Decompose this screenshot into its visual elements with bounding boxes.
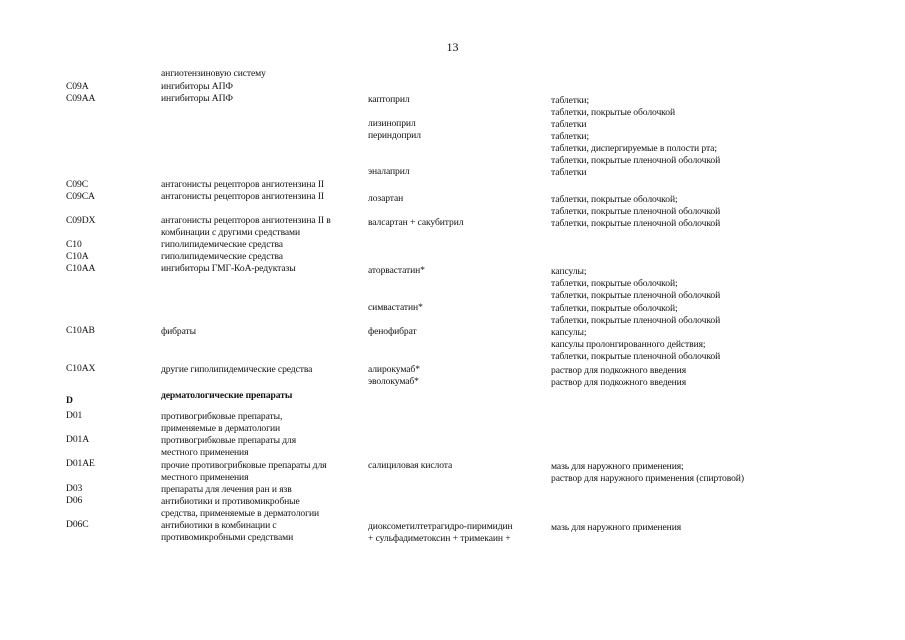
atc-code: D03 [66, 483, 83, 494]
group-text: антибиотики и противомикробные [161, 496, 300, 507]
dosage-form: таблетки, покрытые оболочкой [551, 107, 675, 118]
atc-code: D06C [66, 519, 89, 530]
drug-name: аторвастатин* [368, 265, 425, 276]
dosage-form: таблетки, покрытые оболочкой; [551, 194, 678, 205]
group-text: противомикробными средствами [161, 532, 294, 543]
drug-name: диоксометилтетрагидро-пиримидин [368, 521, 513, 532]
atc-code: C10A [66, 251, 89, 262]
dosage-form: таблетки, диспергируемые в полости рта; [551, 143, 717, 154]
group-text: ангиотензиновую систему [161, 68, 266, 79]
dosage-form: таблетки, покрытые пленочной оболочкой [551, 315, 721, 326]
drug-name: + сульфадиметоксин + тримекаин + [368, 533, 511, 544]
group-text: антибиотики в комбинации с [161, 520, 277, 531]
group-text: дерматологические препараты [161, 390, 293, 401]
atc-code: D01 [66, 410, 83, 421]
group-text: прочие противогрибковые препараты для [161, 460, 327, 471]
group-text: средства, применяемые в дерматологии [161, 508, 320, 519]
atc-code: C10 [66, 239, 82, 250]
atc-code: D01AE [66, 458, 95, 469]
group-text: ингибиторы АПФ [161, 93, 233, 104]
atc-code: C09AA [66, 93, 96, 104]
group-text: антагонисты рецепторов ангиотензина II [161, 179, 325, 190]
dosage-form: капсулы пролонгированного действия; [551, 339, 706, 350]
dosage-form: таблетки; [551, 131, 590, 142]
dosage-form: раствор для подкожного введения [551, 377, 687, 388]
atc-code: C09C [66, 179, 88, 190]
dosage-form: таблетки, покрытые пленочной оболочкой [551, 218, 721, 229]
group-text: применяемые в дерматологии [161, 423, 281, 434]
atc-code: C10AX [66, 363, 96, 374]
group-text: гиполипидемические средства [161, 251, 283, 262]
dosage-form: раствор для подкожного введения [551, 365, 687, 376]
atc-code: D06 [66, 495, 83, 506]
dosage-form: таблетки; [551, 95, 590, 106]
dosage-form: таблетки, покрытые оболочкой; [551, 303, 678, 314]
drug-name: эналаприл [368, 166, 410, 177]
group-text: ингибиторы ГМГ-КоА-редуктазы [161, 263, 296, 274]
group-text: другие гиполипидемические средства [161, 364, 313, 375]
page-number: 13 [446, 40, 459, 54]
group-text: фибраты [161, 326, 196, 337]
drug-name: симвастатин* [368, 302, 423, 313]
drug-name: эволокумаб* [368, 376, 419, 387]
group-text: гиполипидемические средства [161, 239, 283, 250]
drug-name: алирокумаб* [368, 364, 420, 375]
dosage-form: таблетки, покрытые оболочкой; [551, 278, 678, 289]
drug-name: салициловая кислота [368, 460, 453, 471]
drug-name: валсартан + сакубитрил [368, 217, 464, 228]
dosage-form: таблетки, покрытые пленочной оболочкой [551, 290, 721, 301]
dosage-form: капсулы; [551, 266, 587, 277]
dosage-form: капсулы; [551, 327, 587, 338]
group-text: ингибиторы АПФ [161, 81, 233, 92]
drug-name: лизиноприл [368, 118, 416, 129]
atc-code: D01A [66, 434, 90, 445]
dosage-form: таблетки, покрытые пленочной оболочкой [551, 351, 721, 362]
drug-name: фенофибрат [368, 326, 417, 337]
drug-name: лозартан [368, 193, 404, 204]
atc-code: C10AA [66, 263, 96, 274]
dosage-form: таблетки [551, 167, 587, 178]
group-text: антагонисты рецепторов ангиотензина II в [161, 215, 331, 226]
group-text: антагонисты рецепторов ангиотензина II [161, 191, 325, 202]
atc-code: C10AB [66, 325, 95, 336]
drug-name: периндоприл [368, 130, 421, 141]
dosage-form: мазь для наружного применения; [551, 461, 684, 472]
dosage-form: мазь для наружного применения [551, 522, 682, 533]
dosage-form: таблетки [551, 119, 587, 130]
group-text: противогрибковые препараты, [161, 411, 283, 422]
atc-code: C09A [66, 81, 89, 92]
drug-name: каптоприл [368, 94, 410, 105]
dosage-form: раствор для наружного применения (спиртовой) [551, 473, 744, 484]
group-text: препараты для лечения ран и язв [161, 484, 292, 495]
atc-code: D [66, 395, 73, 406]
dosage-form: таблетки, покрытые пленочной оболочкой [551, 155, 721, 166]
group-text: комбинации с другими средствами [161, 227, 301, 238]
atc-code: C09DX [66, 215, 96, 226]
group-text: местного применения [161, 472, 249, 483]
group-text: местного применения [161, 447, 249, 458]
group-text: противогрибковые препараты для [161, 435, 297, 446]
dosage-form: таблетки, покрытые пленочной оболочкой [551, 206, 721, 217]
atc-code: C09CA [66, 191, 95, 202]
